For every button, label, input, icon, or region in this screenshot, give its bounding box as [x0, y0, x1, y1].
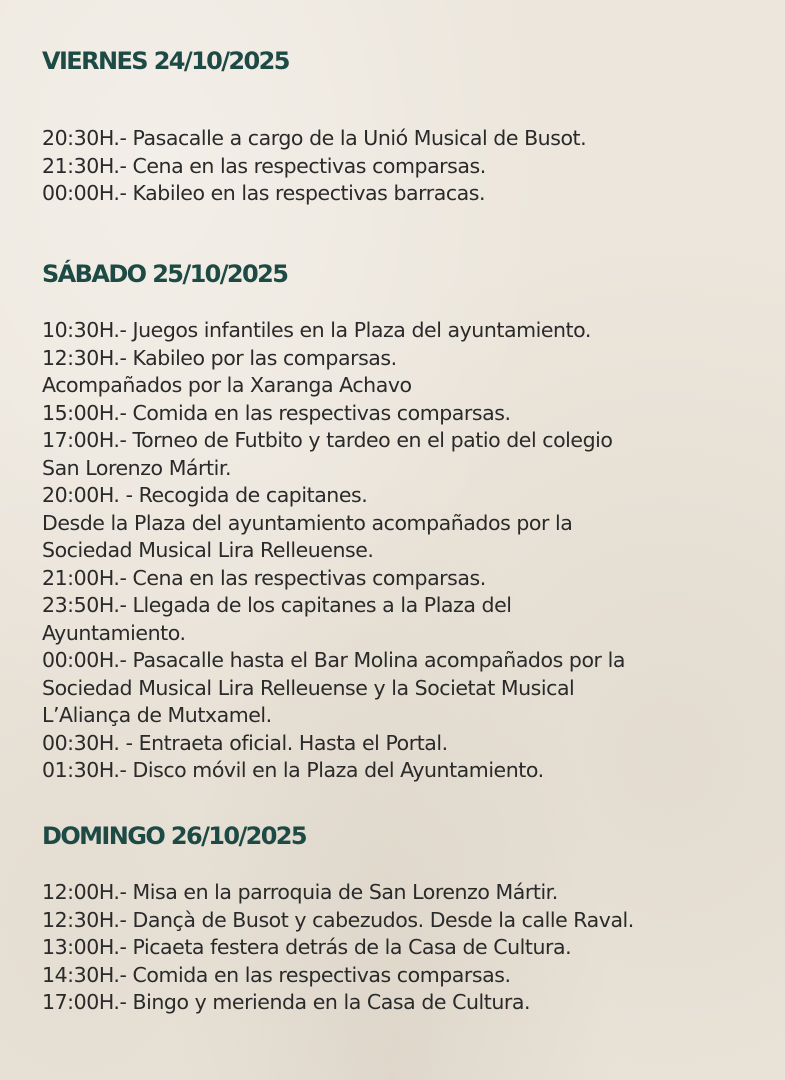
event-item: 01:30H.- Disco móvil en la Plaza del Ayuntamiento. [42, 758, 544, 782]
event-list-saturday [42, 317, 772, 785]
event-item: 13:00H.- Picaeta festera detrás de la Casa de Cultura. [42, 935, 572, 959]
event-item: 23:50H.- Llegada de los capitanes a la Plaza del Ayuntamiento. [42, 593, 512, 645]
event-item: 10:30H.- Juegos infantiles en la Plaza del ayuntamiento. [42, 318, 591, 342]
event-item: 00:00H.- Kabileo en las respectivas barracas. [42, 181, 486, 205]
event-item: 17:00H.- Bingo y merienda en la Casa de Cultura. [42, 990, 531, 1014]
event-item: 21:30H.- Cena en las respectivas comparsas. [42, 153, 486, 178]
event-item: 17:00H.- Torneo de Futbito y tardeo en el patio del colegio San Lorenzo Mártir. [42, 428, 613, 480]
day-heading-friday: VIERNES 24/10/2025 [42, 47, 289, 75]
event-item: 12:30H.- Dançà de Busot y cabezudos. Desde la calle Raval. [42, 907, 634, 932]
event-list-sunday [42, 879, 772, 1017]
day-heading-sunday: DOMINGO 26/10/2025 [42, 822, 307, 850]
event-item: 00:30H. - Entraeta oficial. Hasta el Portal. [42, 730, 448, 755]
event-item: 20:30H.- Pasacalle a cargo de la Unió Musical de Busot. [42, 126, 587, 150]
event-item: 14:30H.- Comida en las respectivas comparsas. [42, 962, 511, 987]
day-heading-saturday: SÁBADO 25/10/2025 [42, 260, 288, 288]
event-item: 00:00H.- Pasacalle hasta el Bar Molina acompañados por la Sociedad Musical Lira Relleuense y la Societat Musical L’Aliança de Mutxamel. [42, 648, 625, 727]
event-item: 12:30H.- Kabileo por las comparsas. Acompañados por la Xaranga Achavo [42, 345, 412, 397]
event-list-friday [42, 125, 772, 208]
event-item: 21:00H.- Cena en las respectivas comparsas. [42, 565, 486, 590]
event-item: 12:00H.- Misa en la parroquia de San Lorenzo Mártir. [42, 880, 558, 904]
event-item: 15:00H.- Comida en las respectivas comparsas. [42, 400, 511, 425]
event-item: 20:00H. - Recogida de capitanes. Desde la Plaza del ayuntamiento acompañados por la Sociedad Musical Lira Relleuense. [42, 483, 573, 562]
